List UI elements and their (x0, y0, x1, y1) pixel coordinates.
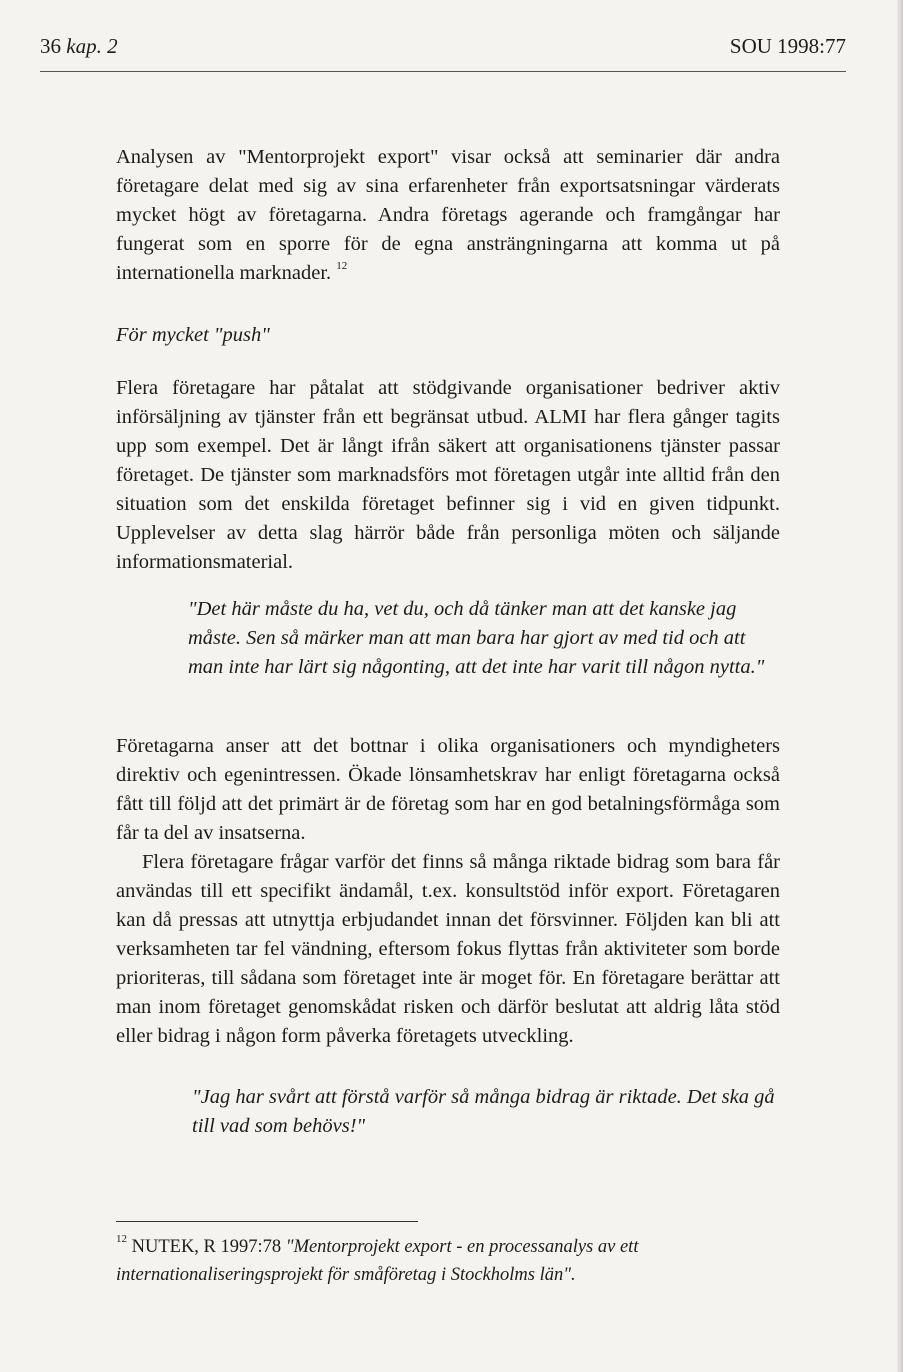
footnote-source: NUTEK, R 1997:78 (131, 1237, 282, 1257)
quote-block-1: "Det här måste du ha, vet du, och då tänker man att det kanske jag måste. Sen så märker man att man bara har gjort av med tid och att man inte har lärt sig någonting, att det inte har varit till någon nytta." (188, 598, 765, 678)
series-label: SOU 1998:77 (729, 34, 846, 58)
page-edge (897, 0, 903, 1372)
paragraph-analysis-text: Analysen av "Mentorprojekt export" visar också att seminarier där andra företagare delat med sig av sina erfarenheter från exportsatsningar värderats mycket högt av företagarna. Andra företags agerande och framgångar har fungerat som en sporre för de egna ansträngningarna att komma ut på internationella marknader. (116, 146, 780, 284)
section-subheading: För mycket "push" (116, 324, 270, 346)
footnote (116, 1233, 736, 1289)
paragraph-analysis (116, 143, 780, 288)
paragraph-companies: Företagarna anser att det bottnar i olika organisationers och myndigheters direktiv och egenintressen. Ökade lönsamhetskrav har enligt företagarna också fått till följd att det primärt är de företag som har en god betalningsförmåga som får ta del av insatserna. (116, 735, 780, 844)
footnote-rule (116, 1221, 418, 1222)
paragraph-grants: Flera företagare frågar varför det finns så många riktade bidrag som bara får användas till ett specifikt ändamål, t.ex. konsultstöd inför export. Företagaren kan då pressas att utnyttja erbjudandet innan det försvinner. Följden kan bli att verksamheten tar fel vändning, eftersom fokus flyttas från aktiviteter som borde prioriteras, till sådana som företaget inte är moget för. En företagare berättar att man inom företaget genomskådat risken och därför beslutat att aldrig låta stöd eller bidrag i någon form påverka företagets utveckling. (116, 851, 780, 1047)
paragraph-push: Flera företagare har påtalat att stödgivande organisationer bedriver aktiv införsäljning av tjänster från ett begränsat utbud. ALMI har flera gånger tagits upp som exempel. Det är långt ifrån säkert att organisationens tjänster passar företaget. De tjänster som marknadsförs mot företagen utgår inte alltid från den situation som det enskilda företaget befinner sig i vid en given tidpunkt. Upplevelser av detta slag härrör både från personliga möten och säljande informationsmaterial. (116, 377, 780, 573)
header-left (40, 34, 118, 59)
footnote-marker: 12 (336, 260, 348, 272)
quote-block-2: "Jag har svårt att förstå varför så många bidrag är riktade. Det ska gå till vad som behövs!" (192, 1086, 775, 1137)
running-header (40, 34, 846, 64)
footnote-number: 12 (116, 1233, 127, 1245)
header-rule (40, 71, 846, 72)
chapter-label: kap. 2 (66, 34, 118, 58)
footnote-title: "Mentorprojekt export - en processanalys av ett internationaliseringsprojekt för småföretag i Stockholms län". (116, 1237, 639, 1285)
page-number: 36 (40, 34, 61, 58)
